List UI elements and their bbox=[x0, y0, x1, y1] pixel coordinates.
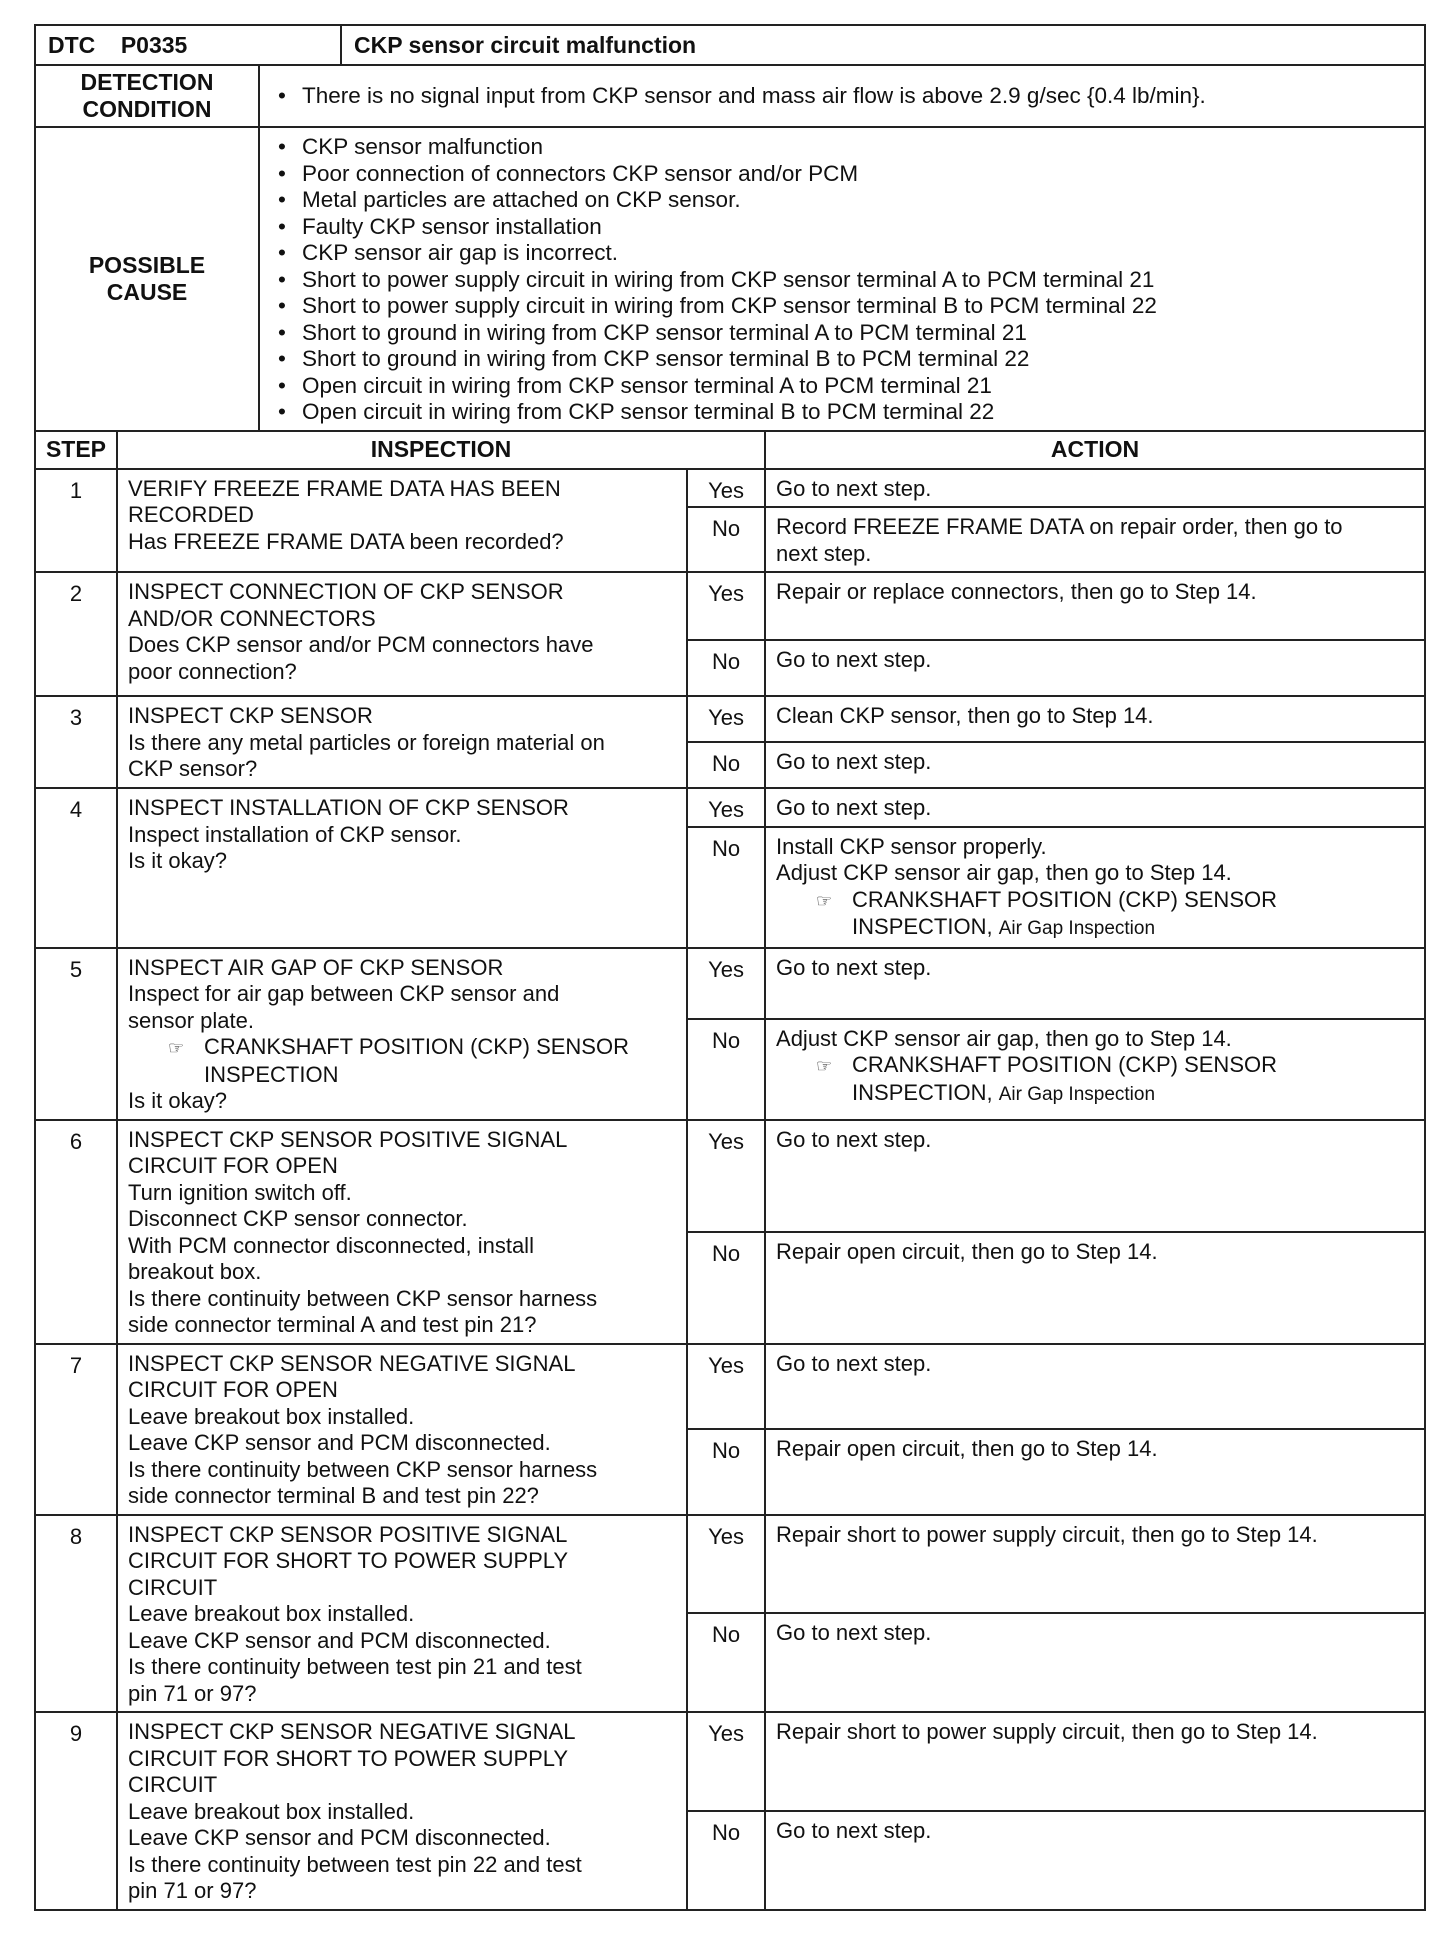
col-inspection: INSPECTION bbox=[117, 431, 765, 469]
cause-item: • Short to ground in wiring from CKP sensor terminal A to PCM terminal 21 bbox=[272, 320, 1412, 347]
step-inspection bbox=[117, 1712, 687, 1910]
inspection-line: CIRCUIT bbox=[128, 1772, 218, 1797]
inspection-line: CIRCUIT FOR OPEN bbox=[128, 1153, 338, 1178]
action-line: Adjust CKP sensor air gap, then go to Step 14. bbox=[776, 860, 1232, 885]
cause-item: • CKP sensor air gap is incorrect. bbox=[272, 240, 1412, 267]
reference-line bbox=[128, 1034, 676, 1062]
step-number: 7 bbox=[35, 1344, 117, 1515]
inspection-line: Is there continuity between CKP sensor harness bbox=[128, 1456, 598, 1482]
step-inspection bbox=[117, 788, 687, 948]
inspection-line: CIRCUIT FOR OPEN bbox=[128, 1377, 338, 1402]
inspection-line: Leave CKP sensor and PCM disconnected. bbox=[128, 1825, 551, 1850]
dtc-code-cell bbox=[35, 25, 341, 65]
inspection-line: Is there continuity between test pin 22 and test bbox=[128, 1851, 582, 1877]
dtc-code: P0335 bbox=[120, 31, 188, 58]
no-action bbox=[765, 827, 1425, 948]
inspection-line: INSPECT CKP SENSOR bbox=[128, 703, 373, 728]
action-line: Go to next step. bbox=[776, 954, 932, 980]
inspection-line: INSPECT INSTALLATION OF CKP SENSOR bbox=[128, 795, 569, 820]
step-number: 3 bbox=[35, 696, 117, 788]
detection-label bbox=[35, 65, 259, 127]
no-label: No bbox=[687, 507, 765, 572]
yes-label: Yes bbox=[687, 1344, 765, 1430]
inspection-line: Inspect installation of CKP sensor. bbox=[128, 821, 462, 847]
step-row-yes bbox=[35, 788, 1425, 827]
condition-table bbox=[34, 64, 1426, 432]
dtc-header-row bbox=[35, 25, 1425, 65]
inspection-line: Leave breakout box installed. bbox=[128, 1798, 415, 1824]
step-inspection bbox=[117, 1120, 687, 1344]
action-line: Go to next step. bbox=[776, 1620, 932, 1646]
cause-item: • Short to power supply circuit in wiring from CKP sensor terminal A to PCM terminal 21 bbox=[272, 267, 1412, 294]
no-action bbox=[765, 1429, 1425, 1515]
detection-label-line2: CONDITION bbox=[82, 96, 212, 122]
inspection-line: Leave breakout box installed. bbox=[128, 1601, 415, 1626]
dtc-title: CKP sensor circuit malfunction bbox=[341, 25, 1425, 65]
reference-text: CRANKSHAFT POSITION (CKP) SENSOR bbox=[852, 1052, 1277, 1078]
inspection-line: Leave breakout box installed. bbox=[128, 1403, 415, 1429]
action-line: Install CKP sensor properly. bbox=[776, 833, 1047, 859]
reference-line bbox=[776, 887, 1414, 915]
action-line: next step. bbox=[776, 540, 872, 566]
action-line: Adjust CKP sensor air gap, then go to Step 14. bbox=[776, 1025, 1232, 1051]
inspection-line: CIRCUIT FOR SHORT TO POWER SUPPLY bbox=[128, 1745, 569, 1771]
no-action bbox=[765, 507, 1425, 572]
yes-label: Yes bbox=[687, 788, 765, 827]
no-label: No bbox=[687, 1613, 765, 1712]
reference-line bbox=[776, 1052, 1414, 1080]
no-label: No bbox=[687, 827, 765, 948]
no-action bbox=[765, 1811, 1425, 1910]
detection-row bbox=[35, 65, 1425, 127]
cause-label bbox=[35, 127, 259, 431]
step-inspection bbox=[117, 948, 687, 1120]
yes-label: Yes bbox=[687, 469, 765, 508]
no-action bbox=[765, 1232, 1425, 1344]
inspection-line: Is there continuity between CKP sensor harness bbox=[128, 1285, 598, 1311]
action-line: Repair short to power supply circuit, then go to Step 14. bbox=[776, 1521, 1318, 1547]
action-line: Go to next step. bbox=[776, 1817, 932, 1843]
yes-label: Yes bbox=[687, 1120, 765, 1232]
inspection-line: AND/OR CONNECTORS bbox=[128, 605, 376, 631]
step-row-yes bbox=[35, 572, 1425, 640]
col-action: ACTION bbox=[765, 431, 1425, 469]
inspection-line: Inspect for air gap between CKP sensor and bbox=[128, 981, 560, 1006]
inspection-line: pin 71 or 97? bbox=[128, 1878, 257, 1903]
no-action bbox=[765, 1613, 1425, 1712]
inspection-line: Has FREEZE FRAME DATA been recorded? bbox=[128, 528, 564, 554]
step-inspection bbox=[117, 572, 687, 696]
action-line: Repair open circuit, then go to Step 14. bbox=[776, 1436, 1158, 1461]
detection-label-line1: DETECTION bbox=[80, 69, 214, 95]
inspection-line: Is it okay? bbox=[128, 1088, 228, 1113]
yes-label: Yes bbox=[687, 696, 765, 742]
step-row-yes bbox=[35, 469, 1425, 508]
action-line: Repair or replace connectors, then go to Step 14. bbox=[776, 579, 1257, 604]
reference-icon: ☞ bbox=[816, 890, 833, 911]
yes-label: Yes bbox=[687, 1515, 765, 1614]
step-inspection bbox=[117, 696, 687, 788]
inspection-line: breakout box. bbox=[128, 1259, 262, 1284]
yes-action bbox=[765, 469, 1425, 508]
inspection-line: CIRCUIT bbox=[128, 1574, 218, 1600]
inspection-line: Disconnect CKP sensor connector. bbox=[128, 1206, 468, 1231]
action-line: Go to next step. bbox=[776, 475, 932, 501]
reference-icon: ☞ bbox=[816, 1056, 833, 1077]
action-line: Clean CKP sensor, then go to Step 14. bbox=[776, 703, 1154, 728]
cause-item: • Open circuit in wiring from CKP sensor terminal B to PCM terminal 22 bbox=[272, 399, 1412, 426]
no-action bbox=[765, 640, 1425, 696]
inspection-line: sensor plate. bbox=[128, 1007, 254, 1033]
col-step: STEP bbox=[35, 431, 117, 469]
inspection-line: poor connection? bbox=[128, 658, 297, 684]
reference-line bbox=[128, 1062, 676, 1089]
inspection-line: Is it okay? bbox=[128, 848, 228, 873]
dtc-label: DTC bbox=[48, 31, 96, 58]
reference-line bbox=[776, 914, 1414, 943]
inspection-line: INSPECT CONNECTION OF CKP SENSOR bbox=[128, 579, 564, 604]
detection-text: • There is no signal input from CKP sensor and mass air flow is above 2.9 g/sec {0.4 lb/min}. bbox=[272, 83, 1412, 110]
inspection-line: INSPECT AIR GAP OF CKP SENSOR bbox=[128, 954, 504, 980]
inspection-line: Turn ignition switch off. bbox=[128, 1179, 352, 1205]
step-row-yes bbox=[35, 1712, 1425, 1811]
inspection-line: INSPECT CKP SENSOR NEGATIVE SIGNAL bbox=[128, 1719, 576, 1744]
no-label: No bbox=[687, 1232, 765, 1344]
step-row-yes bbox=[35, 696, 1425, 742]
step-number: 5 bbox=[35, 948, 117, 1120]
inspection-line: pin 71 or 97? bbox=[128, 1680, 257, 1706]
step-number: 9 bbox=[35, 1712, 117, 1910]
step-number: 4 bbox=[35, 788, 117, 948]
action-line: Go to next step. bbox=[776, 1126, 932, 1152]
steps-header-row bbox=[35, 431, 1425, 469]
step-number: 6 bbox=[35, 1120, 117, 1344]
inspection-line: CKP sensor? bbox=[128, 756, 258, 781]
action-line: Go to next step. bbox=[776, 647, 932, 672]
reference-text: INSPECTION bbox=[204, 1061, 339, 1087]
reference-subtext: Air Gap Inspection bbox=[998, 918, 1156, 939]
step-number: 1 bbox=[35, 469, 117, 573]
cause-item: • Short to ground in wiring from CKP sensor terminal B to PCM terminal 22 bbox=[272, 346, 1412, 373]
cause-row bbox=[35, 127, 1425, 431]
no-action bbox=[765, 1019, 1425, 1120]
cause-label-line1: POSSIBLE bbox=[88, 251, 206, 278]
inspection-line: INSPECT CKP SENSOR POSITIVE SIGNAL bbox=[128, 1126, 568, 1152]
inspection-line: INSPECT CKP SENSOR NEGATIVE SIGNAL bbox=[128, 1350, 576, 1376]
yes-action bbox=[765, 1712, 1425, 1811]
yes-action bbox=[765, 572, 1425, 640]
cause-list bbox=[272, 134, 1412, 426]
no-label: No bbox=[687, 1811, 765, 1910]
reference-text: INSPECTION, bbox=[852, 914, 993, 939]
inspection-line: Does CKP sensor and/or PCM connectors have bbox=[128, 632, 594, 657]
action-line: Repair open circuit, then go to Step 14. bbox=[776, 1238, 1158, 1264]
step-number: 8 bbox=[35, 1515, 117, 1713]
no-label: No bbox=[687, 1429, 765, 1515]
reference-text: INSPECTION, bbox=[852, 1079, 993, 1105]
no-action bbox=[765, 742, 1425, 788]
no-label: No bbox=[687, 640, 765, 696]
cause-item: • Poor connection of connectors CKP sensor and/or PCM bbox=[272, 161, 1412, 188]
inspection-line: VERIFY FREEZE FRAME DATA HAS BEEN bbox=[128, 475, 561, 501]
step-inspection bbox=[117, 1515, 687, 1713]
step-inspection bbox=[117, 1344, 687, 1515]
yes-action bbox=[765, 788, 1425, 827]
inspection-line: Is there continuity between test pin 21 and test bbox=[128, 1654, 582, 1679]
inspection-line: INSPECT CKP SENSOR POSITIVE SIGNAL bbox=[128, 1521, 568, 1547]
cause-item: • CKP sensor malfunction bbox=[272, 134, 1412, 161]
step-number: 2 bbox=[35, 572, 117, 696]
cause-item: • Short to power supply circuit in wiring from CKP sensor terminal B to PCM terminal 22 bbox=[272, 293, 1412, 320]
reference-text: CRANKSHAFT POSITION (CKP) SENSOR bbox=[852, 886, 1277, 912]
yes-action bbox=[765, 696, 1425, 742]
no-label: No bbox=[687, 1019, 765, 1120]
cause-label-line2: CAUSE bbox=[106, 278, 188, 305]
step-inspection bbox=[117, 469, 687, 573]
no-label: No bbox=[687, 742, 765, 788]
inspection-line: side connector terminal A and test pin 21? bbox=[128, 1312, 537, 1337]
steps-body bbox=[35, 469, 1425, 1910]
cause-list-cell bbox=[259, 127, 1425, 431]
inspection-line: CIRCUIT FOR SHORT TO POWER SUPPLY bbox=[128, 1548, 569, 1573]
yes-action bbox=[765, 1344, 1425, 1430]
action-line: Go to next step. bbox=[776, 795, 932, 820]
yes-label: Yes bbox=[687, 948, 765, 1019]
yes-label: Yes bbox=[687, 572, 765, 640]
inspection-line: Leave CKP sensor and PCM disconnected. bbox=[128, 1627, 551, 1653]
detection-text-cell bbox=[259, 65, 1425, 127]
diagnostic-sheet bbox=[34, 24, 1426, 1911]
action-line: Go to next step. bbox=[776, 1350, 932, 1376]
reference-icon: ☞ bbox=[168, 1038, 185, 1058]
cause-item: • Open circuit in wiring from CKP sensor terminal A to PCM terminal 21 bbox=[272, 373, 1412, 400]
step-row-yes bbox=[35, 1515, 1425, 1614]
cause-item: • Metal particles are attached on CKP sensor. bbox=[272, 187, 1412, 214]
yes-action bbox=[765, 1515, 1425, 1614]
inspection-line: RECORDED bbox=[128, 502, 254, 527]
steps-table bbox=[34, 430, 1426, 1911]
step-row-yes bbox=[35, 1120, 1425, 1232]
yes-action bbox=[765, 948, 1425, 1019]
step-row-yes bbox=[35, 948, 1425, 1019]
reference-subtext: Air Gap Inspection bbox=[998, 1083, 1156, 1105]
step-row-yes bbox=[35, 1344, 1425, 1430]
inspection-line: Leave CKP sensor and PCM disconnected. bbox=[128, 1430, 551, 1455]
reference-text: CRANKSHAFT POSITION (CKP) SENSOR bbox=[204, 1034, 629, 1059]
inspection-line: Is there any metal particles or foreign material on bbox=[128, 729, 605, 755]
action-line: Go to next step. bbox=[776, 749, 932, 774]
action-line: Record FREEZE FRAME DATA on repair order, then go to bbox=[776, 514, 1343, 539]
inspection-line: With PCM connector disconnected, install bbox=[128, 1232, 534, 1258]
dtc-header-table bbox=[34, 24, 1426, 66]
cause-item: • Faulty CKP sensor installation bbox=[272, 214, 1412, 241]
yes-label: Yes bbox=[687, 1712, 765, 1811]
reference-line bbox=[776, 1080, 1414, 1109]
yes-action bbox=[765, 1120, 1425, 1232]
action-line: Repair short to power supply circuit, then go to Step 14. bbox=[776, 1719, 1318, 1744]
inspection-line: side connector terminal B and test pin 22? bbox=[128, 1483, 539, 1508]
